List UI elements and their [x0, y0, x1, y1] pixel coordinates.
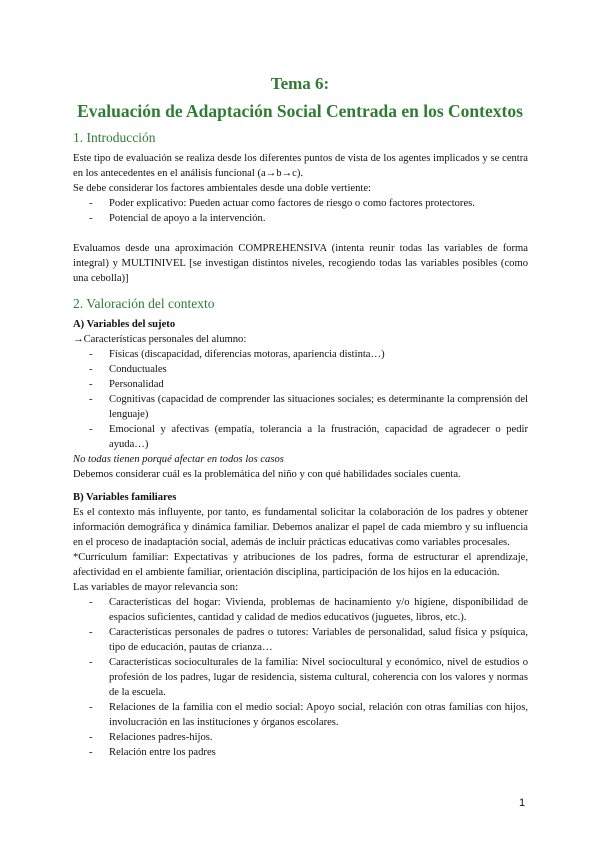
- list-item: - Características personales de padres o tutores: Variables de personalidad, salud física y psíquica, tipo de educación, pautas de crianza…: [73, 625, 528, 655]
- subsection-a-heading: A) Variables del sujeto: [73, 319, 176, 330]
- list-item: - Físicas (discapacidad, diferencias motoras, apariencia distinta…): [73, 347, 528, 362]
- subsection-a-intro: →Características personales del alumno:: [73, 334, 247, 345]
- section-2-heading: 2. Valoración del contexto: [73, 296, 215, 311]
- list-item: - Personalidad: [73, 377, 528, 392]
- section-1-paragraph-1: Este tipo de evaluación se realiza desde los diferentes puntos de vista de los agentes implicados y se centra en los antecedentes en el análisis funcional (a→b→c).: [73, 153, 528, 179]
- subsection-b-paragraph-1: Es el contexto más influyente, por tanto, es fundamental solicitar la colaboración de los padres y obtener información demográfica y dinámica familiar. Debemos analizar el papel de cada miembro y su influencia en el proceso de inadaptación social, además de incluir prácticas educativas como variables procesales.: [73, 507, 528, 548]
- subsection-a-closing: Debemos considerar cuál es la problemática del niño y con qué habilidades sociales cuenta.: [73, 469, 461, 480]
- section-2a-body: [73, 317, 528, 482]
- subsection-a-note: No todas tienen porqué afectar en todos los casos: [73, 454, 284, 465]
- section-1-body: [73, 151, 528, 286]
- subsection-b-list: [73, 595, 528, 760]
- subsection-b-paragraph-2: *Currículum familiar: Expectativas y atribuciones de los padres, forma de estructurar el aprendizaje, afectividad en el ambiente familiar, orientación disciplina, participación de los hijos en la educación.: [73, 552, 528, 578]
- list-item: - Relaciones padres-hijos.: [73, 730, 528, 745]
- list-item: - Relación entre los padres: [73, 745, 528, 760]
- section-1-list: [73, 196, 528, 226]
- list-item: - Emocional y afectivas (empatía, tolerancia a la frustración, capacidad de agradecer o pedir ayuda…): [73, 422, 528, 452]
- section-1-paragraph-3: Evaluamos desde una aproximación COMPREHENSIVA (intenta reunir todas las variables de forma integral) y MULTINIVEL [se investigan distintos niveles, recogiendo todas las variables posibles (como una cebolla)]: [73, 243, 528, 284]
- document-subtitle: Evaluación de Adaptación Social Centrada en los Contextos: [77, 101, 523, 121]
- list-item: - Características del hogar: Vivienda, problemas de hacinamiento y/o higiene, disponibilidad de espacios suficientes, cantidad y calidad de medios educativos (juguetes, libros, etc.).: [73, 595, 528, 625]
- document-title: Tema 6:: [270, 74, 330, 93]
- page-number: 1: [519, 797, 526, 809]
- list-item: - Potencial de apoyo a la intervención.: [73, 211, 528, 226]
- subsection-b-paragraph-3: Las variables de mayor relevancia son:: [73, 582, 239, 593]
- section-2b-body: [73, 490, 528, 760]
- list-item: - Conductuales: [73, 362, 528, 377]
- subsection-a-list: [73, 347, 528, 452]
- section-1-heading: 1. Introducción: [73, 130, 156, 145]
- section-1-paragraph-2: Se debe considerar los factores ambientales desde una doble vertiente:: [73, 183, 371, 194]
- list-item: - Relaciones de la familia con el medio social: Apoyo social, relación con otras familias con hijos, involucración en las instituciones y órganos escolares.: [73, 700, 528, 730]
- list-item: - Poder explicativo: Pueden actuar como factores de riesgo o como factores protectores.: [73, 196, 528, 211]
- list-item: - Cognitivas (capacidad de comprender las situaciones sociales; es determinante la comprensión del lenguaje): [73, 392, 528, 422]
- subsection-b-heading: B) Variables familiares: [73, 492, 177, 503]
- list-item: - Características socioculturales de la familia: Nivel sociocultural y económico, nivel de estudios o profesión de los padres, lugar de residencia, sistema cultural, coherencia con los valores y normas de la escuela.: [73, 655, 528, 700]
